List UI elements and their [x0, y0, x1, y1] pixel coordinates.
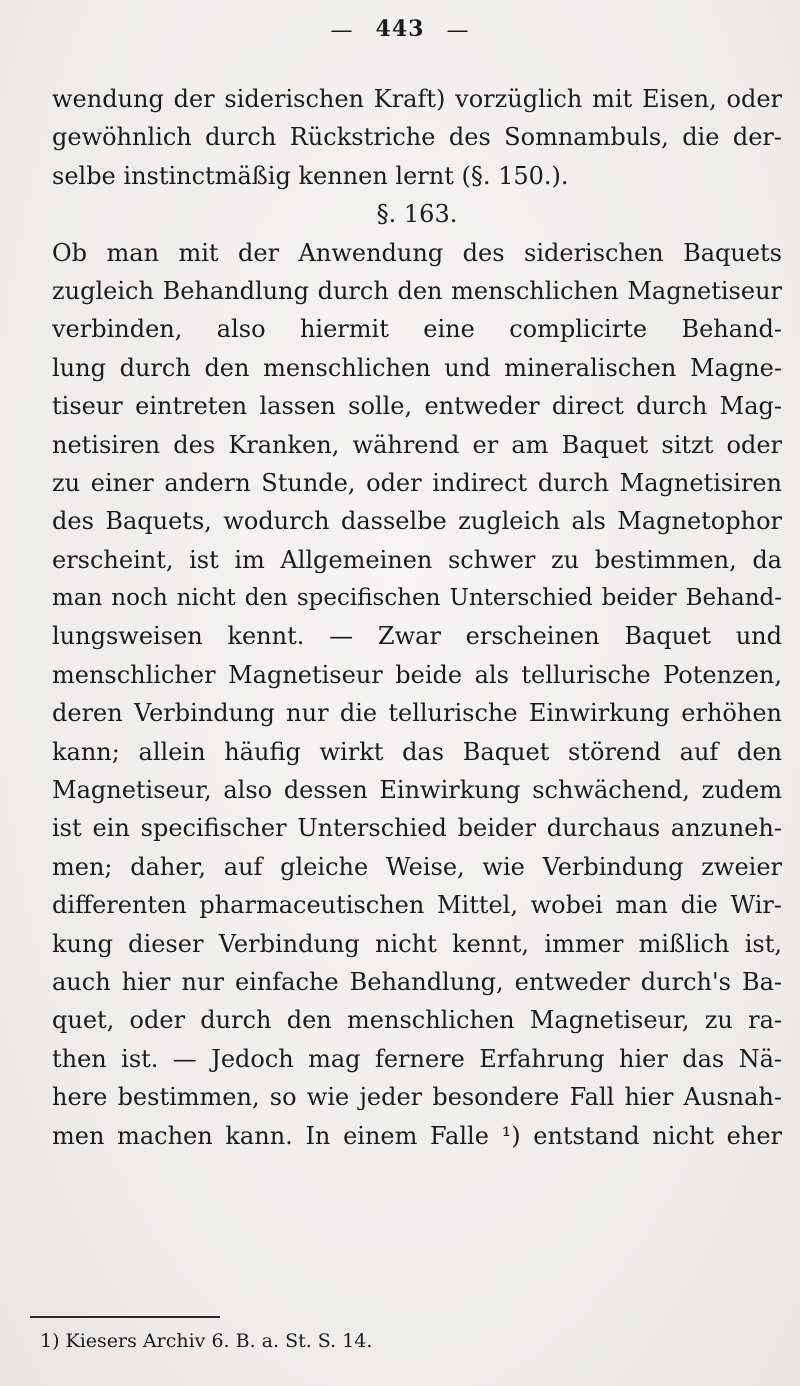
- text-line: Ob man mit der Anwendung des siderischen Baquets: [52, 238, 782, 267]
- text-line: wendung der siderischen Kraft) vorzüglich mit Eisen, oder: [52, 85, 782, 113]
- footnote: 1) Kiesers Archiv 6. B. a. St. S. 14.: [40, 1330, 373, 1352]
- text-line: menschlicher Magnetiseur beide als tellurische Potenzen,: [52, 660, 782, 689]
- text-line: verbinden, also hiermit eine complicirte Behand-: [52, 315, 782, 344]
- body-text: [52, 80, 782, 1155]
- text-line: zugleich Behandlung durch den menschlichen Magnetiseur: [52, 276, 782, 305]
- text-line: ist ein specifischer Unterschied beider durchaus anzuneh-: [52, 814, 782, 843]
- text-line: men; daher, auf gleiche Weise, wie Verbindung zweier: [52, 852, 782, 881]
- section-heading: §. 163.: [376, 200, 458, 229]
- text-line: man noch nicht den specifischen Unterschied beider Behand-: [52, 585, 782, 612]
- text-line: tiseur eintreten lassen solle, entweder direct durch Mag-: [52, 392, 782, 421]
- text-line: lungsweisen kennt. — Zwar erscheinen Baquet und: [52, 622, 782, 651]
- text-line: lung durch den menschlichen und mineralischen Magne-: [52, 353, 782, 382]
- text-line: zu einer andern Stunde, oder indirect durch Magnetisiren: [52, 468, 782, 497]
- text-line: Magnetiseur, also dessen Einwirkung schwächend, zudem: [52, 776, 782, 805]
- header-dash-right: —: [446, 17, 470, 43]
- text-line: gewöhnlich durch Rückstriche des Somnambuls, die der-: [52, 123, 782, 152]
- text-line: selbe instinctmäßig kennen lernt (§. 150.).: [52, 161, 569, 190]
- text-line: erscheint, ist im Allgemeinen schwer zu bestimmen, da: [52, 545, 782, 574]
- text-line: then ist. — Jedoch mag fernere Erfahrung hier das Nä-: [52, 1044, 782, 1073]
- text-line: des Baquets, wodurch dasselbe zugleich als Magnetophor: [52, 507, 782, 536]
- text-line: netisiren des Kranken, während er am Baquet sitzt oder: [52, 430, 782, 459]
- text-line: auch hier nur einfache Behandlung, entweder durch's Ba-: [52, 967, 782, 996]
- text-line: deren Verbindung nur die tellurische Einwirkung erhöhen: [52, 699, 782, 728]
- page-number: 443: [375, 16, 425, 42]
- text-line: kung dieser Verbindung nicht kennt, immer mißlich ist,: [52, 929, 782, 958]
- text-line: here bestimmen, so wie jeder besondere Fall hier Ausnah-: [52, 1083, 782, 1112]
- page-header: [0, 16, 800, 43]
- footnote-rule: [30, 1316, 220, 1318]
- text-line: quet, oder durch den menschlichen Magnetiseur, zu ra-: [52, 1006, 782, 1035]
- text-line: differenten pharmaceutischen Mittel, wobei man die Wir-: [52, 891, 782, 920]
- text-line: kann; allein häufig wirkt das Baquet störend auf den: [52, 737, 782, 766]
- text-line: men machen kann. In einem Falle ¹) entstand nicht eher: [52, 1121, 782, 1150]
- header-dash-left: —: [330, 17, 354, 43]
